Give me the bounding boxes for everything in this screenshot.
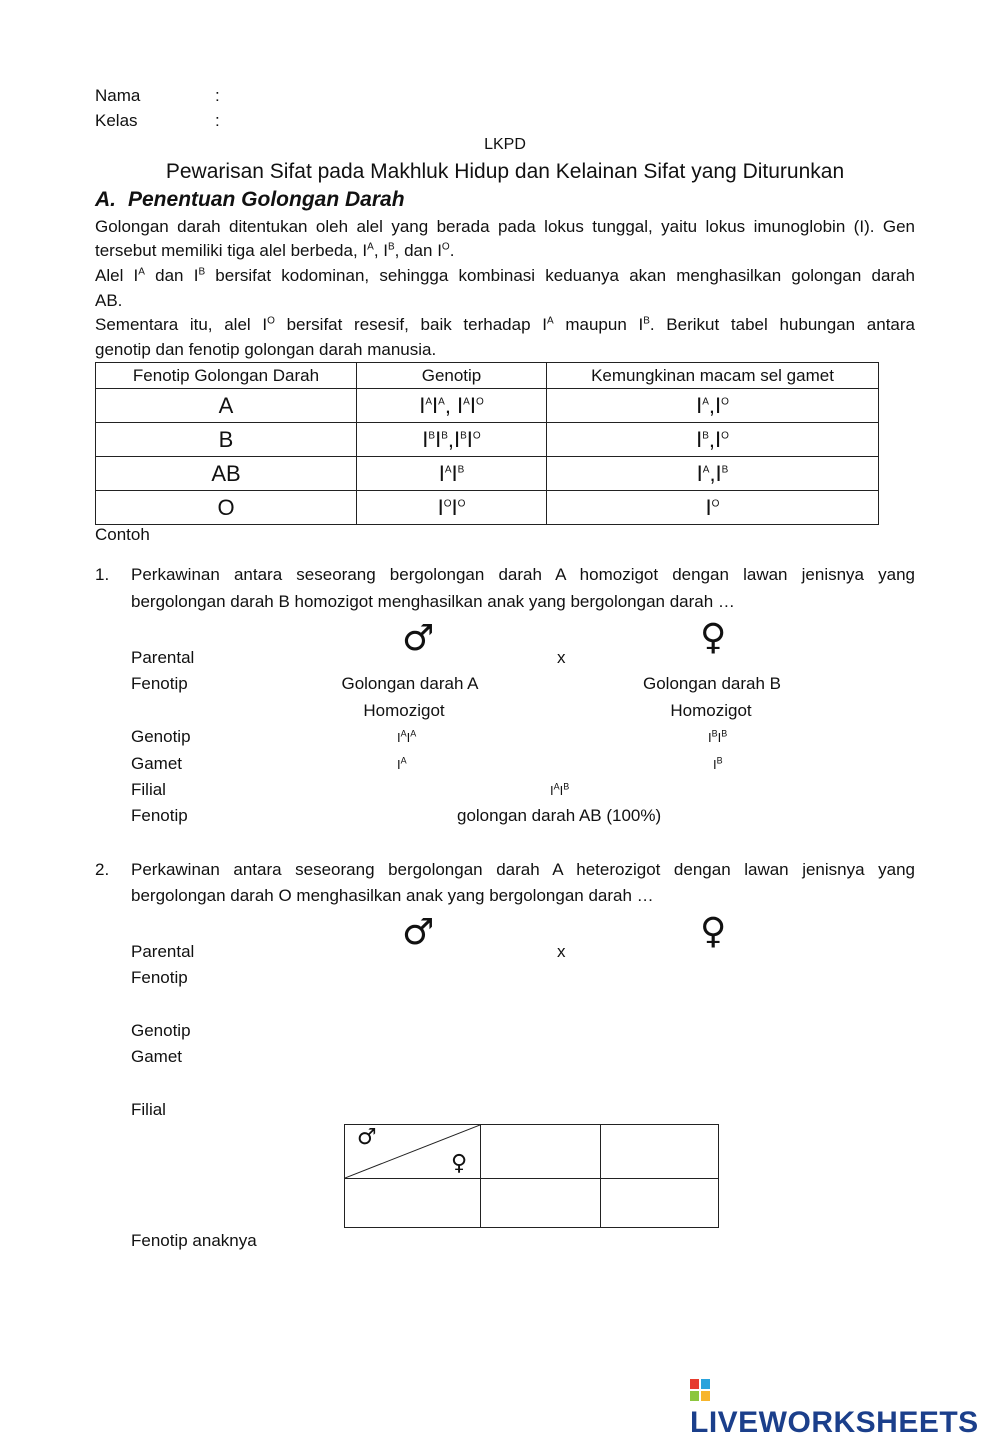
gamete-cell: $I^A,I^B$ xyxy=(547,457,879,491)
ex2-filial-label: Filial xyxy=(131,1100,166,1119)
contoh-label: Contoh xyxy=(95,525,150,544)
nama-label: Nama xyxy=(95,86,141,105)
intro-p2-line1: Alel $I^A$ dan $I^B$ bersifat kodominan, sehingga kombinasi keduanya akan menghasilkan golongan darah xyxy=(95,266,915,285)
genotype-cell: $I^BI^B,I^BI^O$ xyxy=(357,423,547,457)
gamete-cell: $I^B,I^O$ xyxy=(547,423,879,457)
ex1-male-gamete: $I^A$ xyxy=(397,755,407,772)
male-symbol-icon: ♂ xyxy=(357,1125,377,1150)
table-header: Genotip xyxy=(357,363,547,389)
ex1-male-zygosity: Homozigot xyxy=(363,701,445,720)
ex2-fenotip-anak-label: Fenotip anaknya xyxy=(131,1231,257,1250)
punnett-corner-cell xyxy=(345,1125,481,1179)
ex1-cross: x xyxy=(557,648,566,667)
ex1-female-fenotip: Golongan darah B xyxy=(643,674,781,693)
blood-type-table xyxy=(95,362,879,525)
punnett-square xyxy=(344,1124,719,1228)
ex1-male-fenotip: Golongan darah A xyxy=(341,674,479,693)
female-symbol-icon: ♀ xyxy=(700,911,727,952)
punnett-cell[interactable] xyxy=(601,1179,719,1228)
ex1-filial-label: Filial xyxy=(131,780,166,799)
phenotype-cell: AB xyxy=(96,457,357,491)
ex2-cross: x xyxy=(557,942,566,961)
table-header: Kemungkinan macam sel gamet xyxy=(547,363,879,389)
genotype-cell: $I^AI^A$, $I^AI^O$ xyxy=(357,389,547,423)
section-letter: A. xyxy=(95,188,116,211)
ex1-female-genotype: $I^BI^B$ xyxy=(708,728,728,745)
example2-line2: bergolongan darah O menghasilkan anak yang bergolongan darah … xyxy=(131,886,654,905)
genotype-cell: $I^AI^B$ xyxy=(357,457,547,491)
phenotype-cell: O xyxy=(96,491,357,525)
punnett-cell[interactable] xyxy=(601,1125,719,1179)
example1-line1: Perkawinan antara seseorang bergolongan darah A homozigot dengan lawan jenisnya yang xyxy=(131,565,915,584)
punnett-cell[interactable] xyxy=(481,1179,601,1228)
example2-number: 2. xyxy=(95,860,110,879)
ex2-gamet-label: Gamet xyxy=(131,1047,183,1066)
intro-p1-line1: Golongan darah ditentukan oleh alel yang berada pada lokus tunggal, yaitu lokus imunoglobin (I). Gen xyxy=(95,217,915,236)
kelas-label: Kelas xyxy=(95,111,138,130)
nama-colon: : xyxy=(215,86,220,105)
ex2-genotip-label: Genotip xyxy=(131,1021,191,1040)
table-row xyxy=(345,1125,719,1179)
phenotype-cell: A xyxy=(96,389,357,423)
page-title: Pewarisan Sifat pada Makhluk Hidup dan Kelainan Sifat yang Diturunkan xyxy=(165,160,845,183)
male-symbol-icon: ♂ xyxy=(402,912,435,953)
logo-icon xyxy=(690,1379,710,1401)
ex1-gamet-label: Gamet xyxy=(131,754,183,773)
table-row xyxy=(345,1179,719,1228)
gamete-cell: $I^A,I^O$ xyxy=(547,389,879,423)
example1-number: 1. xyxy=(95,565,110,584)
ex1-genotip-label: Genotip xyxy=(131,727,191,746)
ex1-female-gamete: $I^B$ xyxy=(713,755,723,772)
female-symbol-icon: ♀ xyxy=(451,1151,468,1176)
ex2-fenotip-label: Fenotip xyxy=(131,968,188,987)
punnett-cell[interactable] xyxy=(481,1125,601,1179)
doc-type: LKPD xyxy=(484,136,526,153)
table-row xyxy=(96,423,879,457)
punnett-cell[interactable] xyxy=(345,1179,481,1228)
kelas-colon: : xyxy=(215,111,220,130)
ex1-filial-genotype: $I^AI^B$ xyxy=(550,781,570,798)
male-symbol-icon: ♂ xyxy=(402,618,435,659)
intro-p3-line1: Sementara itu, alel $I^O$ bersifat resesif, baik terhadap $I^A$ maupun $I^B$. Berikut tabel hubungan antara xyxy=(95,315,916,334)
example2-line1: Perkawinan antara seseorang bergolongan darah A heterozigot dengan lawan jenisnya yang xyxy=(131,860,915,879)
section-heading xyxy=(95,188,405,212)
logo-text: LIVEWORKSHEETS xyxy=(690,1406,979,1439)
intro-p1-line2: tersebut memiliki tiga alel berbeda, $I^A$, $I^B$, dan $I^O$. xyxy=(95,241,455,260)
table-header-row xyxy=(96,363,879,389)
liveworksheets-logo xyxy=(690,1372,999,1440)
ex1-fenotip2-label: Fenotip xyxy=(131,806,188,825)
ex1-fenotip-label: Fenotip xyxy=(131,674,188,693)
ex1-male-genotype: $I^AI^A$ xyxy=(397,728,417,745)
ex1-result: golongan darah AB (100%) xyxy=(457,806,662,825)
ex1-female-zygosity: Homozigot xyxy=(670,701,752,720)
genotype-cell: $I^OI^O$ xyxy=(357,491,547,525)
table-row xyxy=(96,491,879,525)
ex1-parental-label: Parental xyxy=(131,648,195,667)
section-title: Penentuan Golongan Darah xyxy=(128,188,405,211)
table-header: Fenotip Golongan Darah xyxy=(96,363,357,389)
gamete-cell: $I^O$ xyxy=(547,491,879,525)
intro-p3-line2: genotip dan fenotip golongan darah manusia. xyxy=(95,340,437,359)
table-row xyxy=(96,457,879,491)
phenotype-cell: B xyxy=(96,423,357,457)
female-symbol-icon: ♀ xyxy=(700,617,727,658)
example1-line2: bergolongan darah B homozigot menghasilkan anak yang bergolongan darah … xyxy=(131,592,735,611)
table-row xyxy=(96,389,879,423)
ex2-parental-label: Parental xyxy=(131,942,195,961)
intro-p2-line2: AB. xyxy=(95,291,123,310)
